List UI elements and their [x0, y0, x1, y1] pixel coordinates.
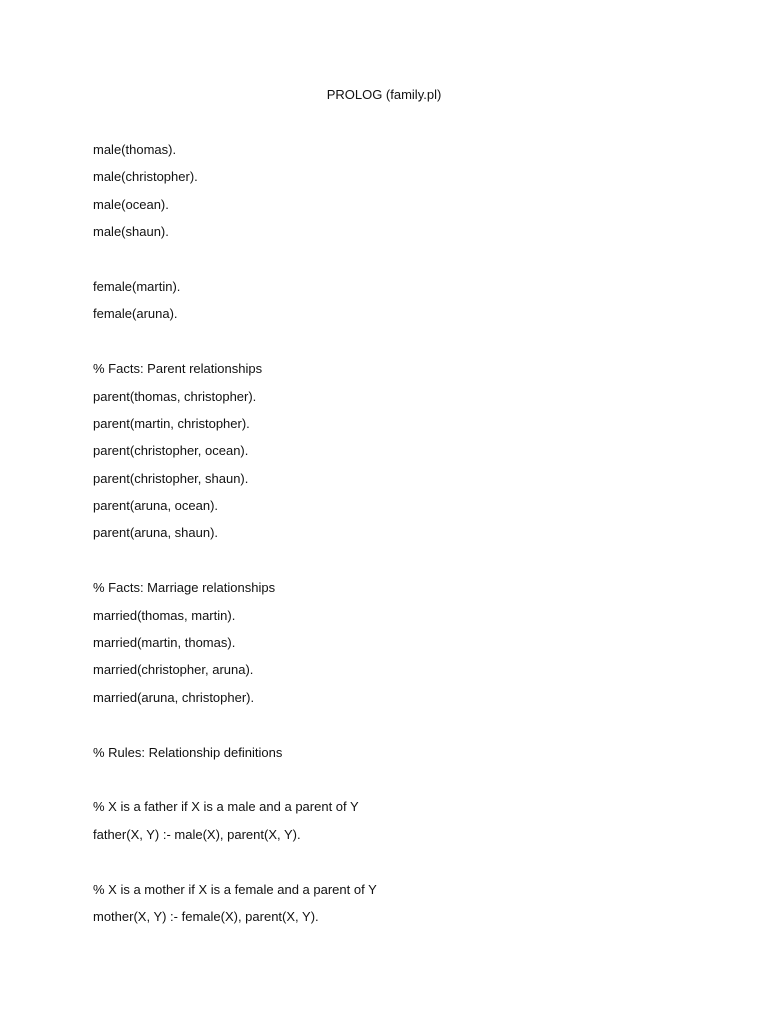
code-line: male(shaun).: [93, 224, 169, 240]
code-line: female(martin).: [93, 278, 181, 294]
blank-line: [93, 552, 693, 579]
comment-line: % Facts: Parent relationships: [93, 361, 263, 377]
code-line: married(christopher, aruna).: [93, 662, 254, 678]
code-line: parent(christopher, ocean).: [93, 443, 249, 459]
comment-line: % X is a father if X is a male and a parent of Y: [93, 799, 359, 815]
code-line: married(aruna, christopher).: [93, 689, 255, 705]
code-line: male(ocean).: [93, 196, 169, 212]
blank-line: [93, 333, 693, 360]
code-line: father(X, Y) :- male(X), parent(X, Y).: [93, 826, 301, 842]
code-line: parent(aruna, ocean).: [93, 498, 219, 514]
document-body: [93, 141, 693, 935]
code-line: parent(aruna, shaun).: [93, 525, 219, 541]
code-line: parent(thomas, christopher).: [93, 388, 257, 404]
code-line: male(christopher).: [93, 169, 198, 185]
comment-line: % Facts: Marriage relationships: [93, 580, 276, 596]
code-line: parent(martin, christopher).: [93, 415, 250, 431]
comment-line: % X is a mother if X is a female and a parent of Y: [93, 881, 377, 897]
code-line: male(thomas).: [93, 142, 177, 157]
code-line: female(aruna).: [93, 306, 178, 322]
code-line: married(thomas, martin).: [93, 607, 236, 623]
blank-line: [93, 251, 693, 278]
blank-line: [93, 771, 693, 798]
blank-line: [93, 716, 693, 743]
code-line: parent(christopher, shaun).: [93, 470, 249, 486]
blank-line: [93, 853, 693, 880]
code-line: mother(X, Y) :- female(X), parent(X, Y).: [93, 908, 319, 924]
comment-line: % Rules: Relationship definitions: [93, 744, 283, 760]
code-line: married(martin, thomas).: [93, 635, 236, 651]
document-title: PROLOG (family.pl): [326, 87, 442, 102]
